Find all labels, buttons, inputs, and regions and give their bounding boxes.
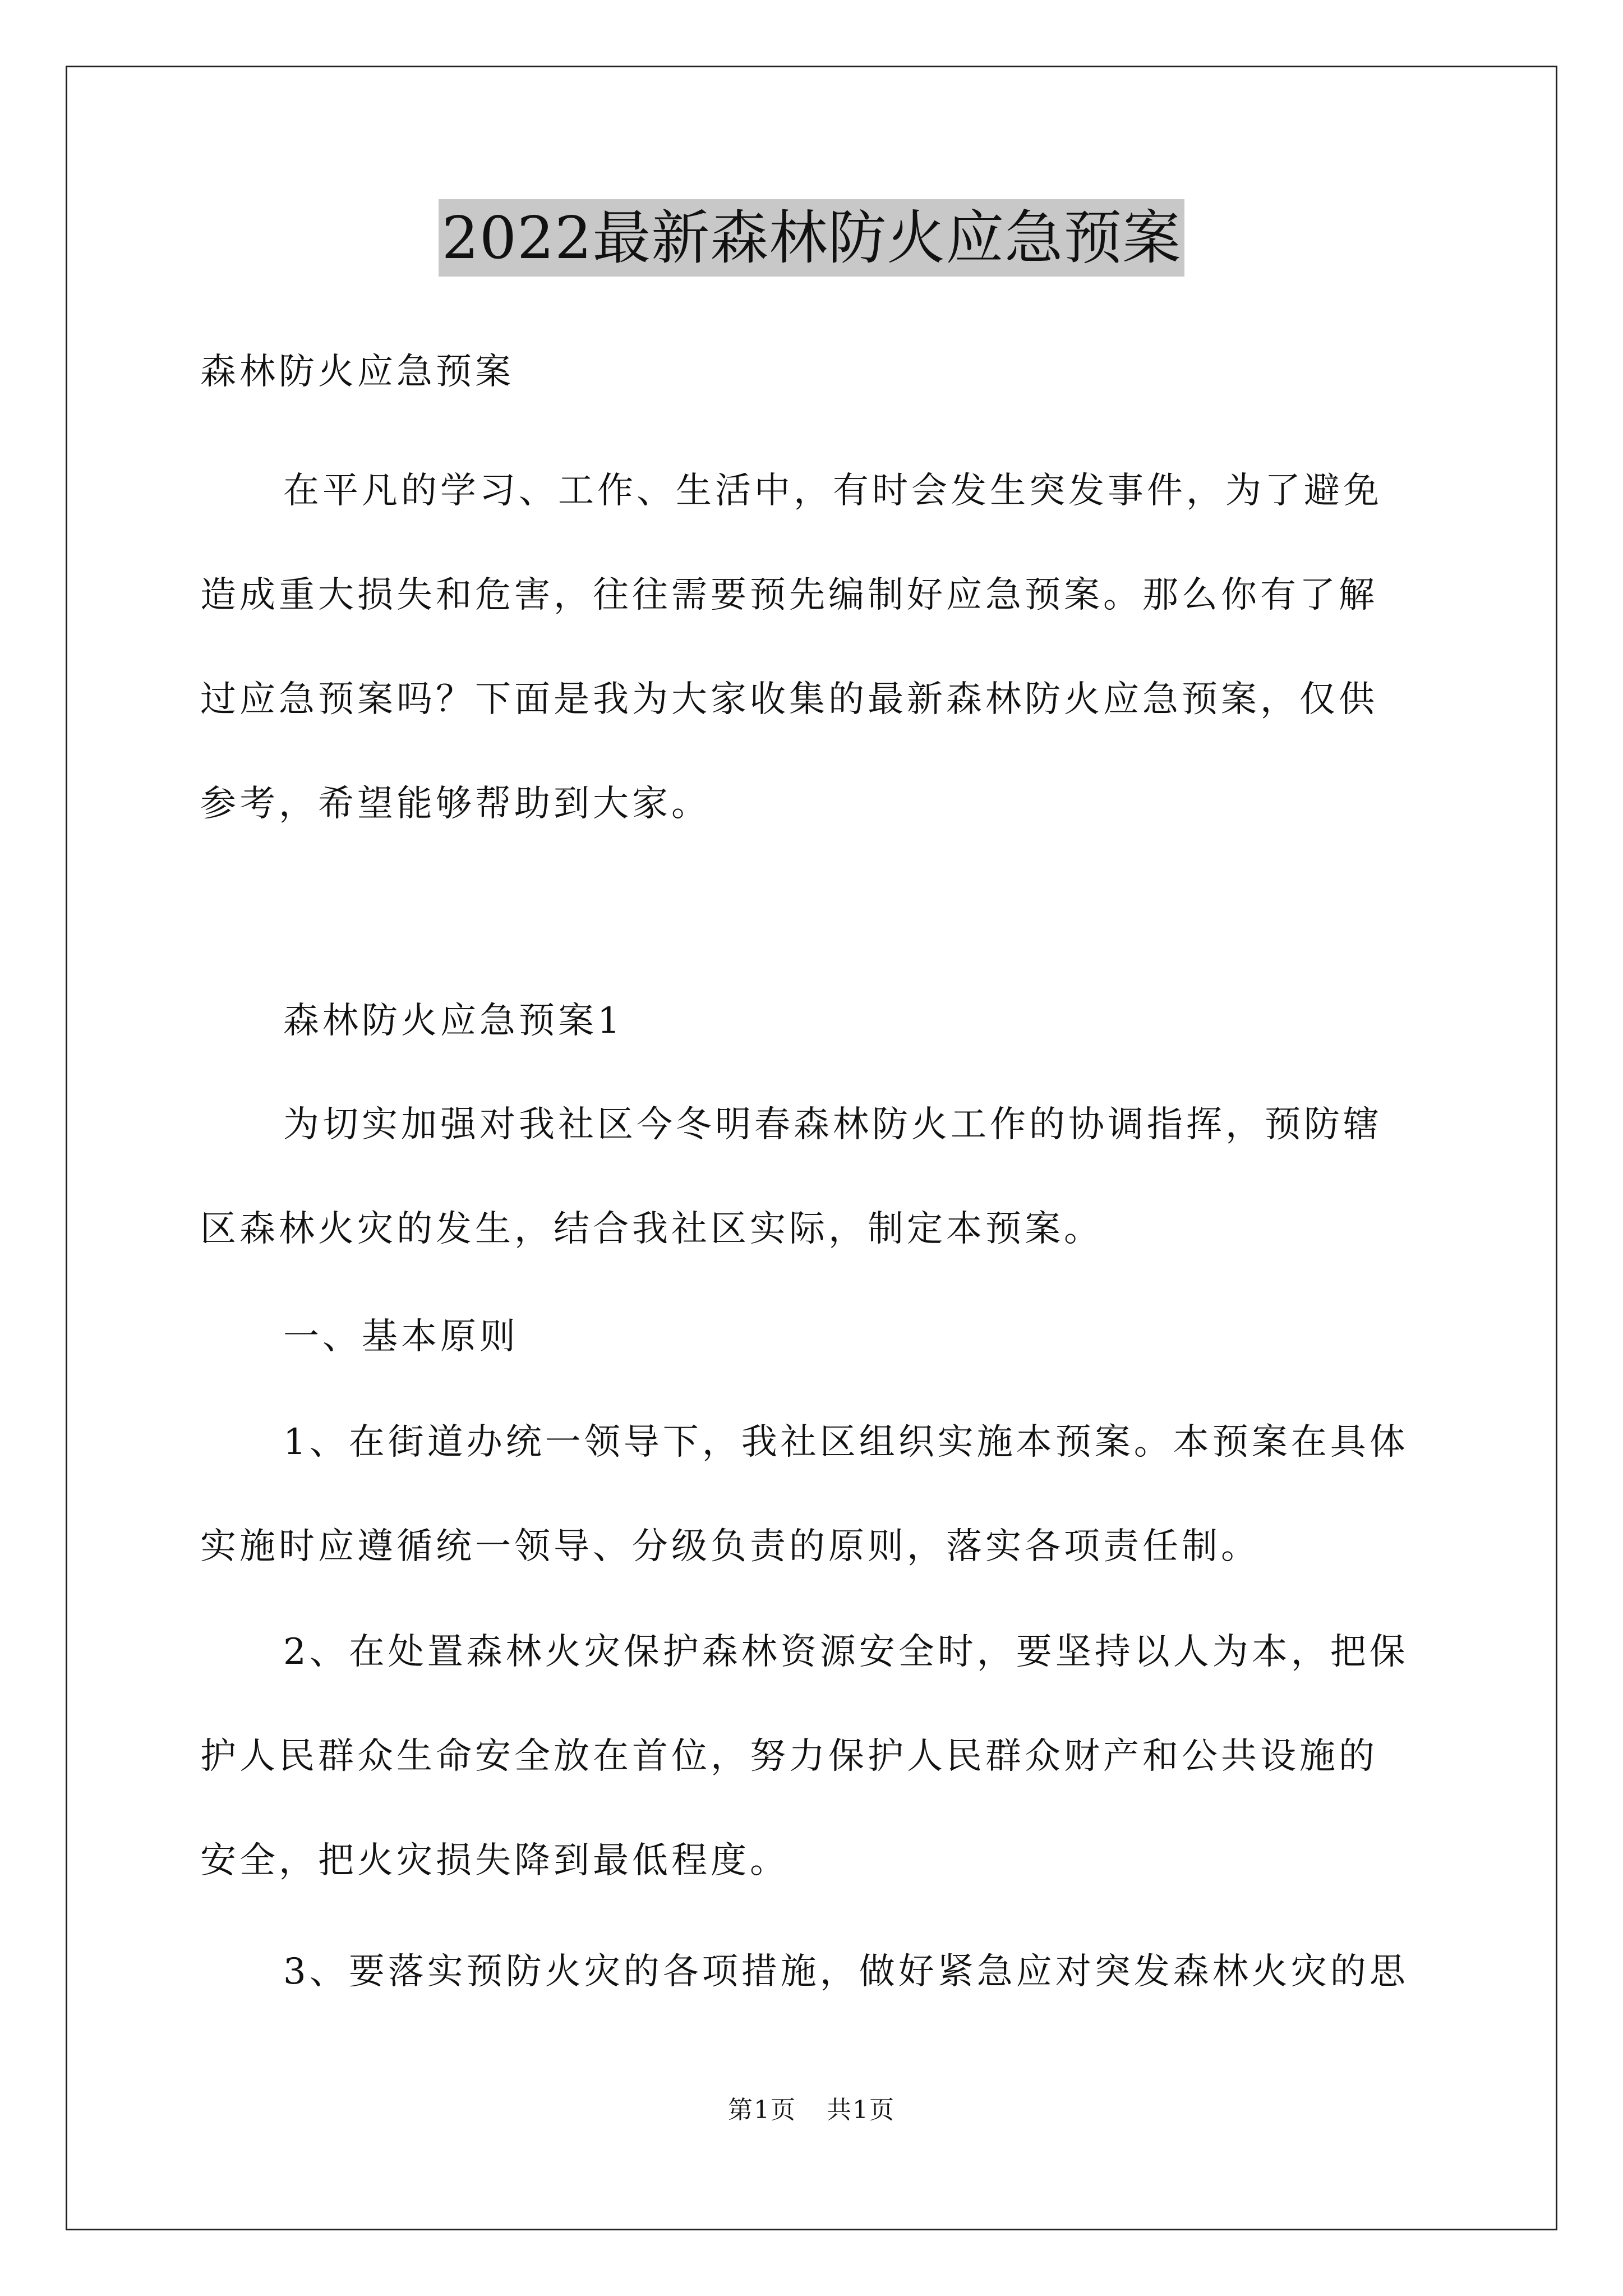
subtitle-text: 森林防火应急预案 <box>200 351 514 393</box>
page-number-current: 第1页 <box>728 2096 796 2124</box>
item-1-line-1: 1、在街道办统一领导下，我社区组织实施本预案。本预案在具体 <box>283 1421 1409 1463</box>
section-heading-text: 森林防火应急预案1 <box>283 1000 624 1042</box>
item-3-paragraph <box>200 1920 1434 2024</box>
purpose-line-1: 为切实加强对我社区今冬明春森林防火工作的协调指挥，预防辖 <box>283 1104 1382 1145</box>
item-2-line-2: 护人民群众生命安全放在首位，努力保护人民群众财产和公共设施的 <box>200 1736 1378 1777</box>
purpose-line-2: 区森林火灾的发生，结合我社区实际，制定本预案。 <box>200 1208 1103 1250</box>
item-2-paragraph <box>200 1600 1434 1913</box>
principles-heading-text: 一、基本原则 <box>283 1316 519 1358</box>
intro-paragraph <box>200 439 1434 856</box>
intro-line-1: 在平凡的学习、工作、生活中，有时会发生突发事件，为了避免 <box>283 470 1382 512</box>
item-3-line-1: 3、要落实预防火灾的各项措施，做好紧急应对突发森林火灾的思 <box>283 1951 1409 1993</box>
section-heading <box>200 969 1434 1073</box>
item-1-paragraph <box>200 1390 1434 1599</box>
intro-line-4: 参考，希望能够帮助到大家。 <box>200 783 711 825</box>
intro-line-2: 造成重大损失和危害，往往需要预先编制好应急预案。那么你有了解 <box>200 574 1378 616</box>
item-1-line-2: 实施时应遵循统一领导、分级负责的原则，落实各项责任制。 <box>200 1526 1260 1567</box>
title-block <box>0 199 1623 277</box>
purpose-paragraph <box>200 1073 1434 1281</box>
page-footer <box>0 2090 1623 2125</box>
principles-heading <box>200 1285 1434 1389</box>
item-2-line-1: 2、在处置森林火灾保护森林资源安全时，要坚持以人为本，把保 <box>283 1631 1409 1673</box>
intro-line-3: 过应急预案吗？下面是我为大家收集的最新森林防火应急预案，仅供 <box>200 679 1378 720</box>
document-subtitle <box>200 320 1434 424</box>
page-number-total: 共1页 <box>827 2096 895 2124</box>
document-title: 2022最新森林防火应急预案 <box>439 199 1185 277</box>
item-2-line-3: 安全，把火灾损失降到最低程度。 <box>200 1840 789 1881</box>
